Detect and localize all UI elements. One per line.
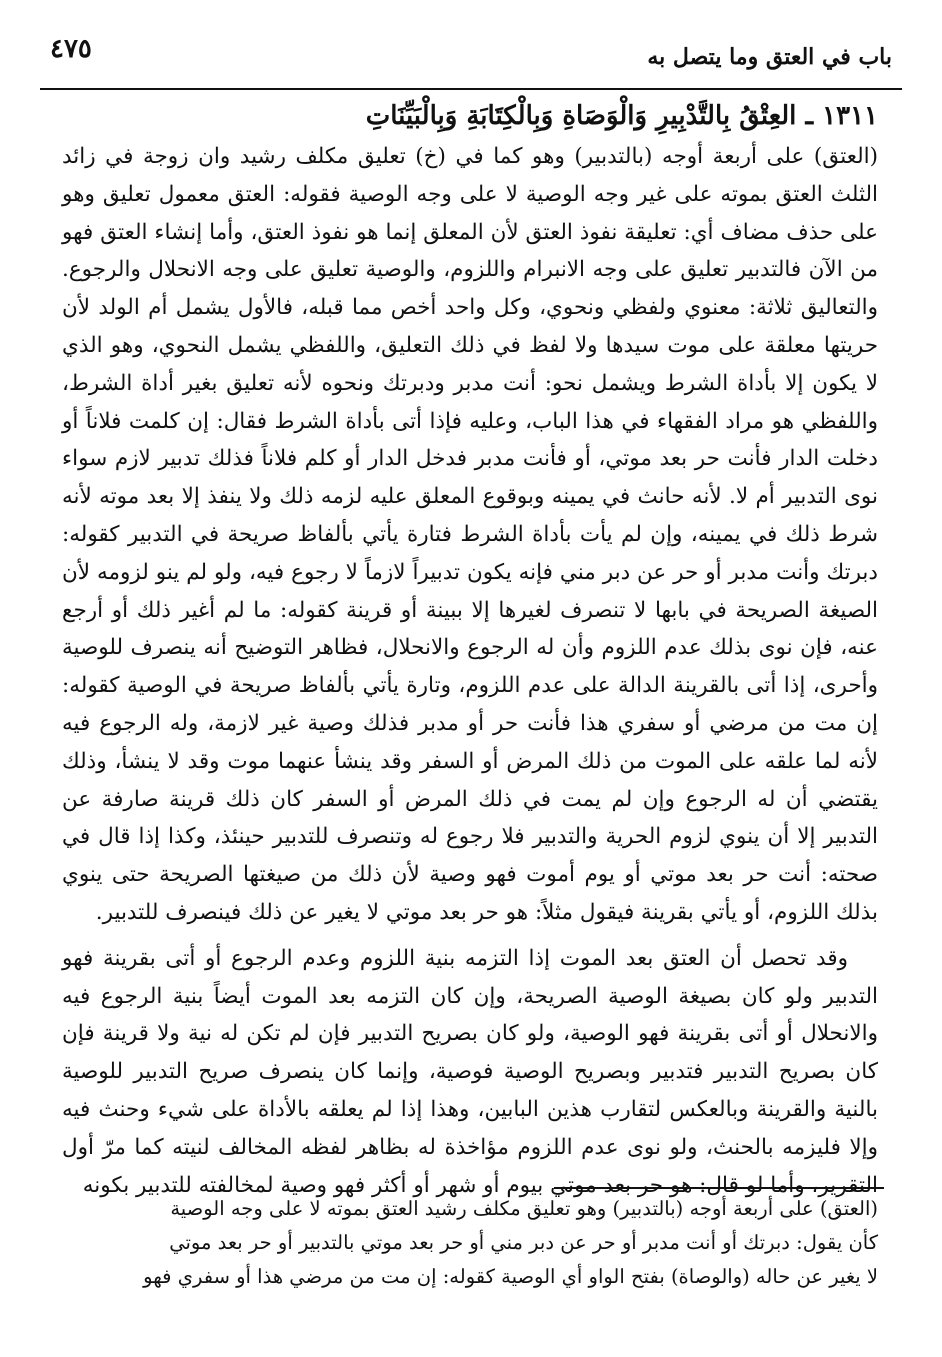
footnote-line: لا يغير عن حاله (والوصاة) بفتح الواو أي الوصية كقوله: إن مت من مرضي هذا أو سفري فهو bbox=[143, 1265, 878, 1288]
commentary-text bbox=[62, 138, 878, 1204]
footnote-divider bbox=[554, 1187, 884, 1189]
footnote-line: كأن يقول: دبرتك أو أنت مدبر أو حر عن دبر مني أو حر بعد موتي بالتدبير أو حر بعد موتي bbox=[169, 1231, 878, 1254]
entry-heading: ١٣١١ ـ العِتْقُ بِالتَّدْبِيرِ وَالْوَصَاةِ وَبِالْكِتَابَةِ وَبِالْبَيِّنَاتِ bbox=[365, 101, 878, 131]
paragraph: (العتق) على أربعة أوجه (بالتدبير) وهو كما في (خ) تعليق مكلف رشيد وان زوجة في زائد الثلث العتق بموته على غير وجه الوصية لا على وجه الوصية فقوله: العتق معمول تعليق وهو على حذف مضاف أي: تعليقة نفوذ العتق لأن المعلق إنما هو نفوذ العتق، وأما إنشاء العتق فهو من الآن فالتدبير تعليق على وجه الانبرام واللزوم، والوصية تعليق على وجه الانحلال والرجوع. والتعاليق ثلاثة: معنوي ولفظي ونحوي، وكل واحد أخص مما قبله، فالأول يشمل أم الولد لأن حريتها معلقة على موت سيدها ولا لفظ في ذلك التعليق، واللفظي يشمل النحوي، وهو الذي لا يكون إلا بأداة الشرط ويشمل نحو: أنت مدبر ودبرتك ونحوه لأنه تعليق بغير أداة الشرط، واللفظي هو مراد الفقهاء في هذا الباب، وعليه فإذا أتى بأداة الشرط فقال: إن كلمت فلاناً أو دخلت الدار فأنت حر بعد موتي، أو فأنت مدبر فدخل الدار أو كلم فلاناً فذلك تدبير لازم سواء نوى التدبير أم لا. لأنه حانث في يمينه وبوقوع المعلق عليه لزمه ذلك ولا ينفذ إلا بعد موته لأنه شرط ذلك في يمينه، وإن لم يأت بأداة الشرط فتارة يأتي بألفاظ صريحة في التدبير كقوله: دبرتك وأنت مدبر أو حر عن دبر مني فإنه يكون تدبيراً لازماً لا رجوع فيه، ولو لم ينو لزومه لأن الصيغة الصريحة في بابها لا تنصرف لغيرها إلا ببينة أو قرينة كقوله: ما لم أغير ذلك أو أرجع عنه، فإن نوى بذلك عدم اللزوم وأن له الرجوع والانحلال، فظاهر التوضيح أنه ينصرف للوصية وأحرى، إذا أتى بالقرينة الدالة على عدم اللزوم، وتارة يأتي بألفاظ صريحة في الوصية كقوله: إن مت من مرضي أو سفري هذا فأنت حر أو مدبر فذلك وصية غير لازمة، وله الرجوع فيه لأنه لما علقه على الموت من ذلك المرض أو السفر وقد ينشأ عنهما موت وقد لا ينشأ، وذلك يقتضي أن له الرجوع وإن لم يمت في ذلك المرض أو السفر كان ذلك قرينة صارفة عن التدبير إلا أن ينوي لزوم الحرية والتدبير فلا رجوع له وتنصرف للتدبير حينئذ، وكذا إذا قال في صحته: أنت حر بعد موتي أو يوم أموت فهو وصية لأن ذلك من صيغتها الصريحة حتى ينوي بذلك اللزوم، أو يأتي بقرينة فيقول مثلاً: هو حر بعد موتي لا يغير عن ذلك فينصرف للتدبير. bbox=[62, 144, 878, 925]
page-number: ٤٧٥ bbox=[50, 34, 92, 64]
main-body bbox=[62, 96, 878, 1204]
footnote-line: (العتق) على أربعة أوجه (بالتدبير) وهو تعليق مكلف رشيد العتق بموته لا على وجه الوصية bbox=[170, 1197, 878, 1220]
paragraph: وقد تحصل أن العتق بعد الموت إذا التزمه بنية اللزوم وعدم الرجوع أو أتى بقرينة فهو التدبير ولو كان بصيغة الوصية الصريحة، وإن كان التزمه بعد الموت أيضاً بنية الرجوع فيه والانحلال أو أتى بقرينة فهو الوصية، ولو كان بصريح التدبير فإن لم تكن له نية ولا قرينة فإن كان بصريح التدبير فتدبير وبصريح الوصية فوصية، وإنما كان ينصرف صريح التدبير للوصية بالنية والقرينة وبالعكس لتقارب هذين البابين، وهذا إذا لم يعلقه بالأداة على شيء وحنث فيه وإلا فليزمه بالحنث، ولو نوى عدم اللزوم مؤاخذة له بظاهر لفظه المخالف لنيته كما مرّ أول التقرير، وأما لو قال: هو حر بعد موتي بيوم أو شهر أو أكثر فهو وصية لمخالفته للتدبير بكونه bbox=[62, 945, 878, 1198]
running-title: باب في العتق وما يتصل به bbox=[647, 44, 892, 70]
footnote bbox=[62, 1192, 878, 1294]
page-header bbox=[40, 28, 902, 90]
